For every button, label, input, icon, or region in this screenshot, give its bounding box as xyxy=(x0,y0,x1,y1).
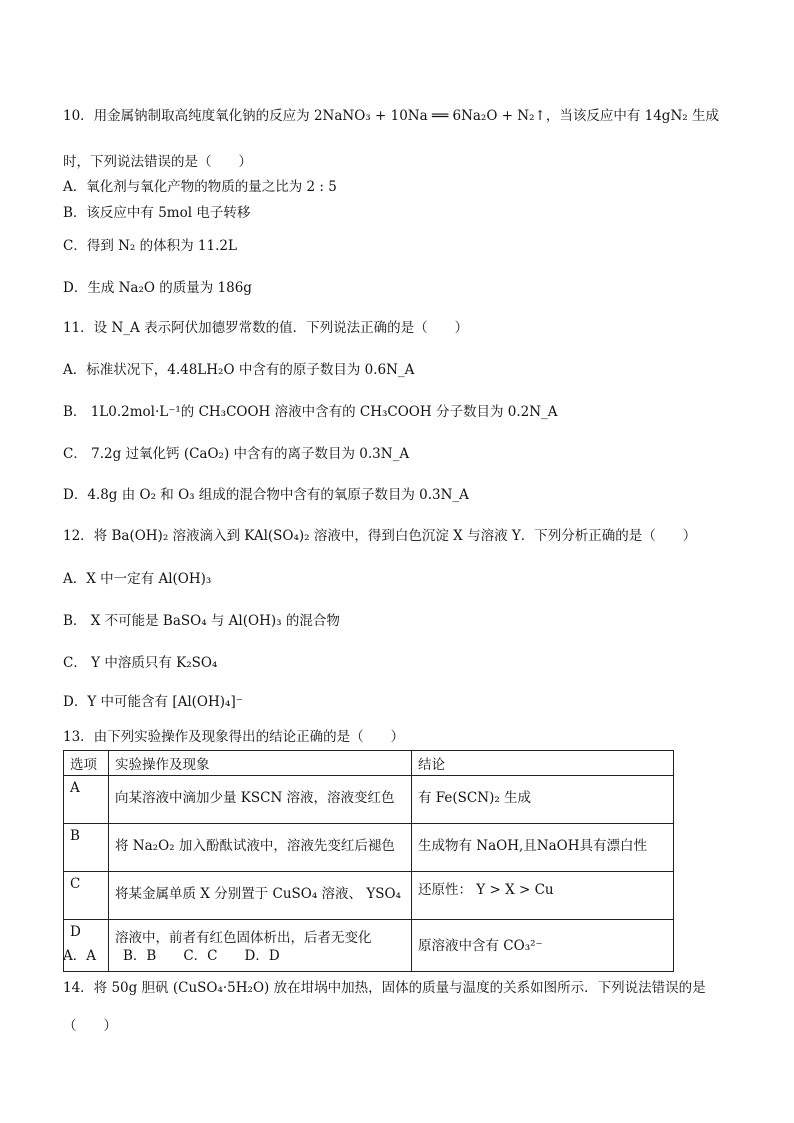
table-cell: D xyxy=(64,920,109,972)
q13-stem: 13．由下列实验操作及现象得出的结论正确的是（ ） xyxy=(63,729,405,745)
table-header-cell: 实验操作及现象 xyxy=(109,751,412,776)
table-cell: C xyxy=(64,872,109,920)
table-cell: 向某溶液中滴加少量 KSCN 溶液，溶液变红色 xyxy=(109,776,412,824)
q12-option-b: B． X 不可能是 BaSO₄ 与 Al(OH)₃ 的混合物 xyxy=(63,613,340,629)
table-row xyxy=(64,824,674,872)
q11-option-b: B． 1L0.2mol·L⁻¹的 CH₃COOH 溶液中含有的 CH₃COOH 分子数目为 0.2N_A xyxy=(63,404,558,420)
q14-stem-line1: 14．将 50g 胆矾 (CuSO₄·5H₂O) 放在坩埚中加热，固体的质量与温度的关系如图所示．下列说法错误的是 xyxy=(63,980,706,996)
table-header-cell: 选项 xyxy=(64,751,109,776)
table-cell: 生成物有 NaOH,且NaOH具有漂白性 xyxy=(412,824,674,872)
q13-answer-options: A．A B．B C．C D．D xyxy=(63,948,280,964)
q11-option-a: A．标准状况下，4.48LH₂O 中含有的原子数目为 0.6N_A xyxy=(63,362,415,378)
q10-option-b: B．该反应中有 5mol 电子转移 xyxy=(63,205,251,221)
q12-stem: 12．将 Ba(OH)₂ 溶液滴入到 KAl(SO₄)₂ 溶液中，得到白色沉淀 X 与溶液 Y．下列分析正确的是（ ） xyxy=(63,528,697,544)
q14-stem-line2: （ ） xyxy=(63,1018,117,1034)
table-row xyxy=(64,872,674,920)
table-header-cell: 结论 xyxy=(412,751,674,776)
table-header-row xyxy=(64,751,674,776)
q11-option-c: C． 7.2g 过氧化钙 (CaO₂) 中含有的离子数目为 0.3N_A xyxy=(63,446,410,462)
q10-option-c: C．得到 N₂ 的体积为 11.2L xyxy=(63,238,237,254)
table-cell: 原溶液中含有 CO₃²⁻ xyxy=(412,920,674,972)
q11-stem: 11．设 N_A 表示阿伏加德罗常数的值．下列说法正确的是（ ） xyxy=(63,320,469,336)
q10-option-a: A．氧化剂与氧化产物的物质的量之比为 2 : 5 xyxy=(63,179,337,195)
experiment-table xyxy=(63,750,674,972)
q12-option-d: D．Y 中可能含有 [Al(OH)₄]⁻ xyxy=(63,694,243,710)
table-cell: B xyxy=(64,824,109,872)
table-cell: 溶液中，前者有红色固体析出，后者无变化 xyxy=(109,920,412,972)
table-row xyxy=(64,776,674,824)
q12-option-a: A．X 中一定有 Al(OH)₃ xyxy=(63,571,212,587)
table-cell: A xyxy=(64,776,109,824)
q10-stem-line2: 时，下列说法错误的是（ ） xyxy=(63,154,252,170)
table-cell: 还原性： Y > X > Cu xyxy=(412,872,674,920)
table-cell: 将某金属单质 X 分别置于 CuSO₄ 溶液、 YSO₄ xyxy=(109,872,412,920)
table-cell: 将 Na₂O₂ 加入酚酞试液中，溶液先变红后褪色 xyxy=(109,824,412,872)
q10-stem-line1: 10．用金属钠制取高纯度氧化钠的反应为 2NaNO₃ + 10Na ══ 6Na₂O + N₂↑，当该反应中有 14gN₂ 生成 xyxy=(63,108,719,124)
q12-option-c: C． Y 中溶质只有 K₂SO₄ xyxy=(63,655,218,671)
q11-option-d: D．4.8g 由 O₂ 和 O₃ 组成的混合物中含有的氧原子数目为 0.3N_A xyxy=(63,487,469,503)
q10-option-d: D．生成 Na₂O 的质量为 186g xyxy=(63,280,252,296)
table-cell: 有 Fe(SCN)₂ 生成 xyxy=(412,776,674,824)
